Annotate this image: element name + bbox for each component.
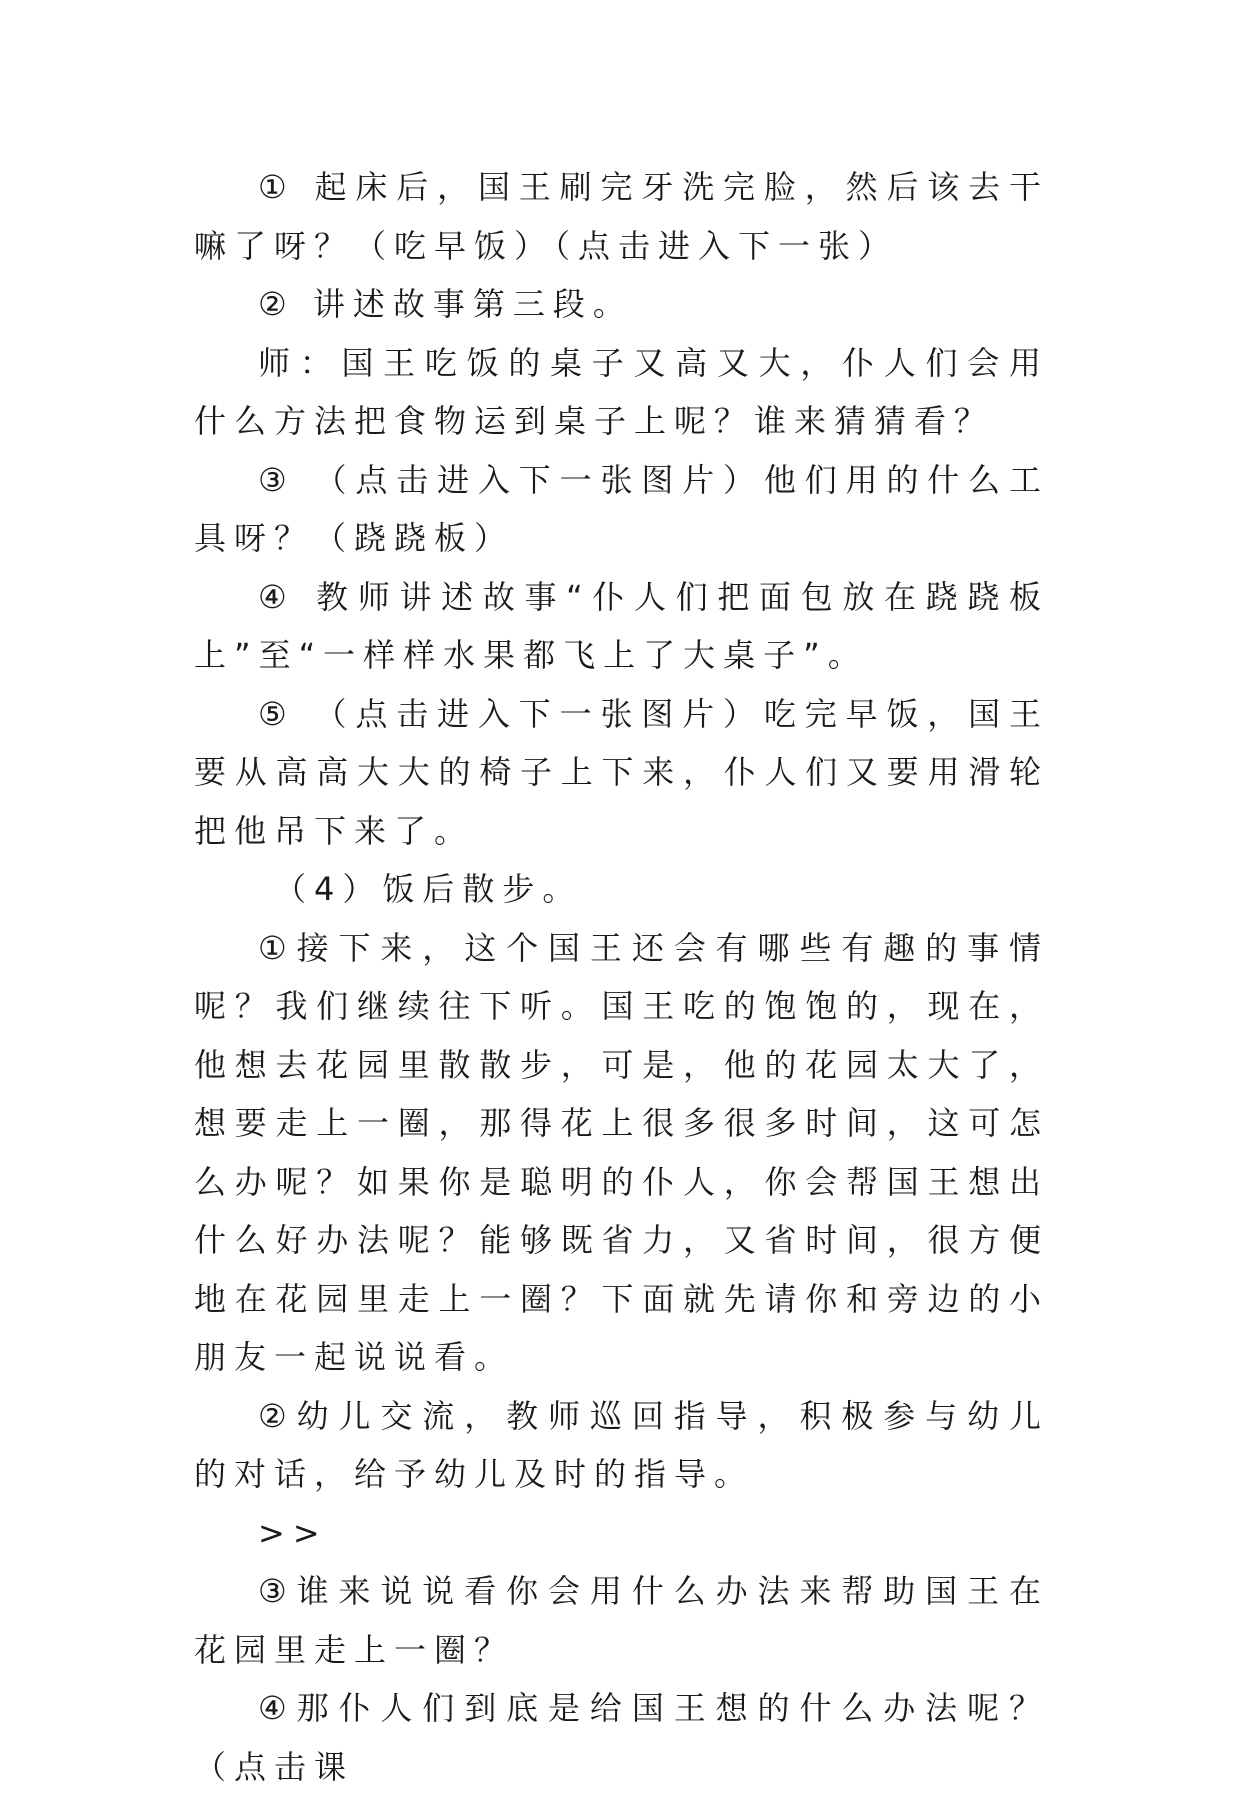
document-body (194, 158, 1049, 1796)
paragraph-walk-1: ①接下来，这个国王还会有哪些有趣的事情呢？我们继续往下听。国王吃的饱饱的，现在，他想去花园里散散步，可是，他的花园太大了，想要走上一圈，那得花上很多很多时间，这可怎么办呢？如果你是聪明的仆人，你会帮国王想出什么好办法呢？能够既省力，又省时间，很方便地在花园里走上一圈？下面就先请你和旁边的小朋友一起说说看。 (194, 928, 1049, 1376)
section-heading-walk: （4）饭后散步。 (274, 870, 583, 908)
paragraph-teacher-question: 师：国王吃饭的桌子又高又大，仆人们会用什么方法把食物运到桌子上呢？谁来猜猜看？ (194, 343, 1049, 440)
marker-chevrons: >> (258, 1513, 328, 1552)
paragraph-step-1: ① 起床后，国王刷完牙洗完脸，然后该去干嘛了呀？（吃早饭）（点击进入下一张） (194, 168, 1049, 265)
paragraph-step-3: ③ （点击进入下一张图片）他们用的什么工具呀？（跷跷板） (194, 460, 1049, 557)
paragraph-step-4: ④ 教师讲述故事“仆人们把面包放在跷跷板上”至“一样样水果都飞上了大桌子”。 (194, 577, 1049, 674)
paragraph-walk-2: ②幼儿交流，教师巡回指导，积极参与幼儿的对话，给予幼儿及时的指导。 (194, 1396, 1049, 1493)
paragraph-step-2: ② 讲述故事第三段。 (258, 285, 633, 323)
paragraph-walk-3: ③谁来说说看你会用什么办法来帮助国王在花园里走上一圈？ (194, 1572, 1049, 1669)
paragraph-walk-4: ④那仆人们到底是给国王想的什么办法呢？（点击课 (194, 1689, 1049, 1786)
paragraph-step-5: ⑤ （点击进入下一张图片）吃完早饭，国王要从高高大大的椅子上下来，仆人们又要用滑轮把他吊下来了。 (194, 694, 1049, 850)
